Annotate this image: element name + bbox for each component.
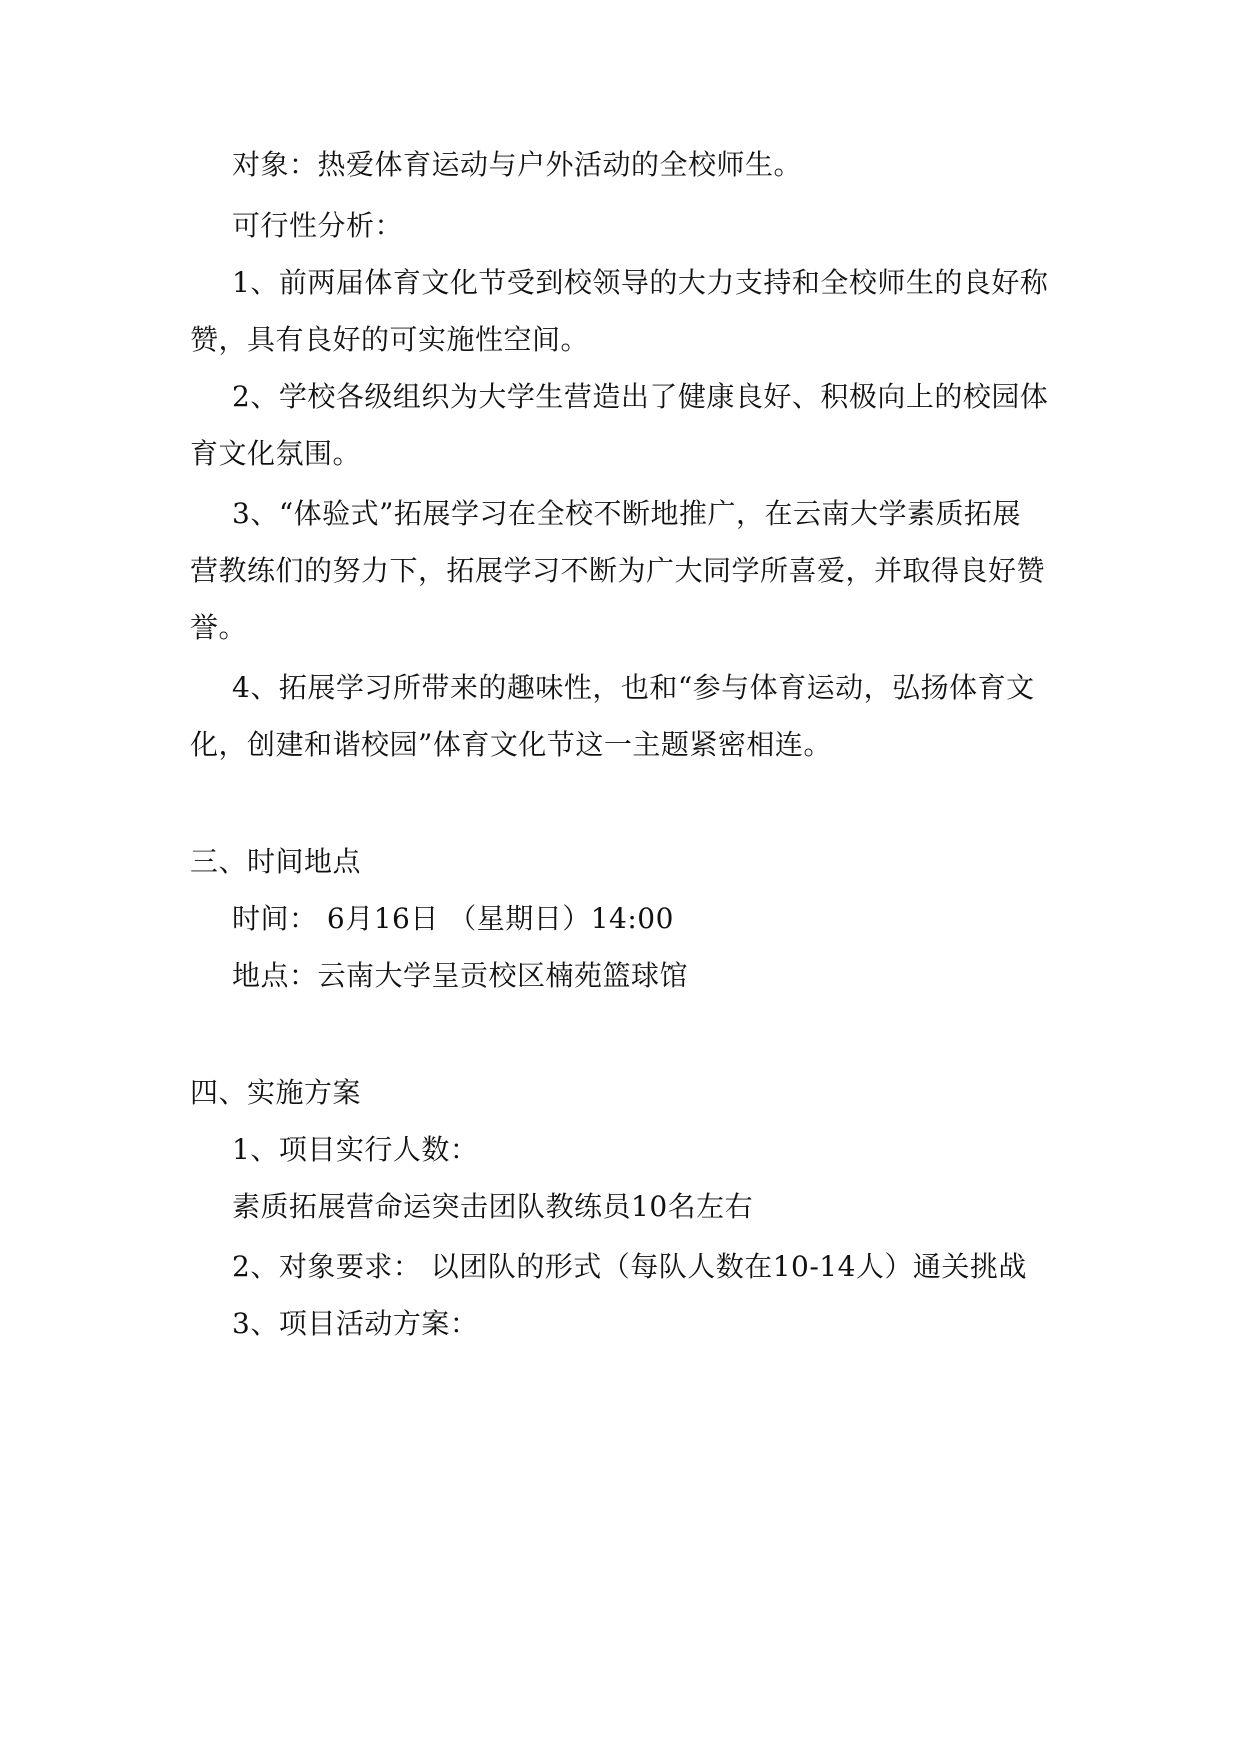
section-3-heading: 三、时间地点 bbox=[190, 845, 362, 878]
object-line: 对象：热爱体育运动与户外活动的全校师生。 bbox=[232, 148, 803, 181]
feasibility-item-3-line-1: 3、“体验式”拓展学习在全校不断地推广，在云南大学素质拓展 bbox=[232, 497, 1021, 530]
place-line: 地点：云南大学呈贡校区楠苑篮球馆 bbox=[232, 959, 689, 992]
section-4-item-1-detail: 素质拓展营命运突击团队教练员10名左右 bbox=[232, 1190, 754, 1223]
feasibility-item-2-line-2: 育文化氛围。 bbox=[190, 437, 362, 470]
section-4-heading: 四、实施方案 bbox=[190, 1076, 362, 1109]
section-4-item-3: 3、项目活动方案： bbox=[232, 1307, 479, 1340]
feasibility-item-3-line-2: 营教练们的努力下，拓展学习不断为广大同学所喜爱，并取得良好赞 bbox=[190, 554, 1046, 587]
feasibility-item-2-line-1: 2、学校各级组织为大学生营造出了健康良好、积极向上的校园体 bbox=[232, 380, 1049, 413]
time-line: 时间： 6月16日 （星期日）14:00 bbox=[232, 902, 674, 935]
section-4-item-2: 2、对象要求： 以团队的形式（每队人数在10-14人）通关挑战 bbox=[232, 1250, 1027, 1283]
feasibility-item-4-line-1: 4、拓展学习所带来的趣味性，也和“参与体育运动，弘扬体育文 bbox=[232, 671, 1035, 704]
feasibility-heading: 可行性分析： bbox=[232, 209, 404, 242]
feasibility-item-1-line-2: 赞，具有良好的可实施性空间。 bbox=[190, 323, 590, 356]
feasibility-item-1-line-1: 1、前两届体育文化节受到校领导的大力支持和全校师生的良好称 bbox=[232, 266, 1049, 299]
feasibility-item-3-line-3: 誉。 bbox=[190, 611, 248, 644]
feasibility-item-4-line-2: 化，创建和谐校园”体育文化节这一主题紧密相连。 bbox=[190, 728, 832, 761]
section-4-item-1: 1、项目实行人数： bbox=[232, 1133, 479, 1166]
